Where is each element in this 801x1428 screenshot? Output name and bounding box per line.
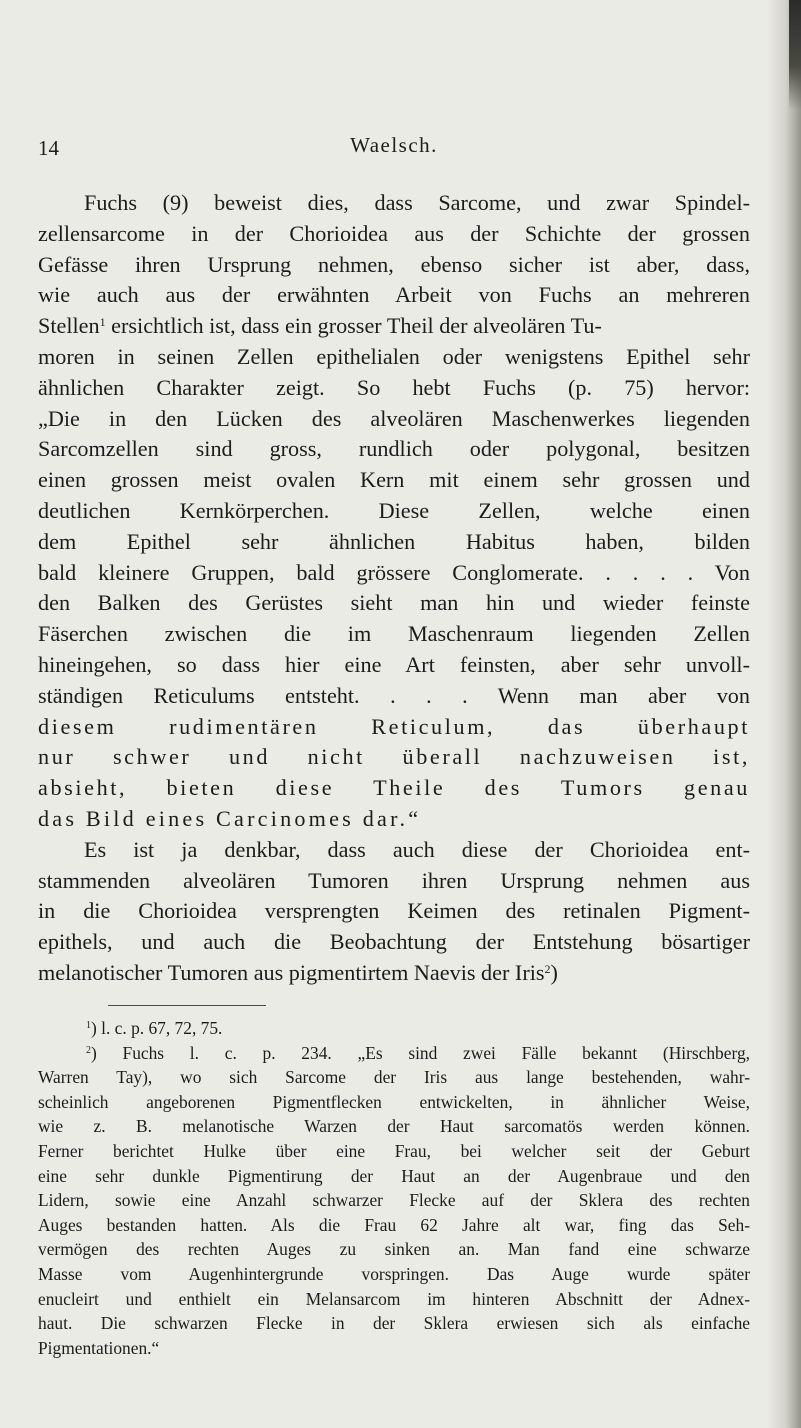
text-line: nur schwer und nicht überall nachzuweisen ist, [38,744,750,770]
footnote-line: Lidern, sowie eine Anzahl schwarzer Flecke auf der Sklera des rechten [38,1190,750,1211]
text-line: Es ist ja denkbar, dass auch diese der Chorioidea ent- [84,836,750,862]
footnote-line: wie z. B. melanotische Warzen der Haut sarcomatös werden können. [38,1116,750,1137]
footnote-line: Masse vom Augenhintergrunde vorspringen. Das Auge wurde später [38,1263,750,1284]
text-line: einen grossen meist ovalen Kern mit einem sehr grossen und [38,467,750,493]
page-edge-shadow [767,0,801,1428]
footnote-divider [108,1005,266,1006]
footnote-line: haut. Die schwarzen Flecke in der Sklera erwiesen sich als einfache [38,1313,750,1334]
footnote-ref-1: 1 [99,315,106,330]
text-line [38,958,750,989]
text-line: „Die in den Lücken des alveolären Maschenwerkes liegenden [38,405,750,431]
footnote-text: ) l. c. p. 67, 72, 75. [91,1018,223,1038]
footnote-line: scheinlich angeborenen Pigmentflecken entwickelten, in ähnlicher Weise, [38,1091,750,1112]
footnote-line: eine sehr dunkle Pigmentirung der Haut an der Augenbraue und den [38,1165,750,1186]
text-line: absieht, bieten diese Theile des Tumors genau [38,775,750,801]
footnote-text: ) Fuchs l. c. p. 234. „Es sind zwei Fälle bekannt (Hirschberg, [91,1042,750,1063]
text-line: Gefässe ihren Ursprung nehmen, ebenso sicher ist aber, dass, [38,251,750,277]
text-line: ständigen Reticulums entsteht. . . . Wenn man aber von [38,682,750,708]
text-line: epithels, und auch die Beobachtung der Entstehung bösartiger [38,929,750,955]
text-fragment: ersichtlich ist, dass ein grosser Theil der alveolären Tu- [105,313,602,339]
footnotes [38,1016,750,1360]
footnote-mark: 1 [86,1020,91,1031]
footnote-2 [38,1041,750,1066]
footnote-1 [38,1016,750,1041]
footnote-line: enucleirt und enthielt ein Melansarcom im hinteren Abschnitt der Adnex- [38,1288,750,1309]
text-line: deutlichen Kernkörperchen. Diese Zellen, welche einen [38,497,750,523]
text-line: hineingehen, so dass hier eine Art feinsten, aber sehr unvoll- [38,651,750,677]
text-line: ähnlichen Charakter zeigt. So hebt Fuchs (p. 75) hervor: [38,374,750,400]
text-line: das Bild eines Carcinomes dar.“ [38,805,422,831]
page-header [38,133,750,166]
text-fragment: ) [550,959,558,985]
text-line: bald kleinere Gruppen, bald grössere Conglomerate. . . . . Von [38,559,750,585]
footnote-line: vermögen des rechten Auges zu sinken an. Man fand eine schwarze [38,1239,750,1260]
text-fragment: Stellen [38,313,100,339]
page-number: 14 [38,136,59,160]
text-line: Sarcomzellen sind gross, rundlich oder polygonal, besitzen [38,436,750,462]
text-line: moren in seinen Zellen epithelialen oder wenigstens Epithel sehr [38,343,750,369]
footnote-line: Pigmentationen.“ [38,1337,160,1358]
footnote-line: Warren Tay), wo sich Sarcome der Iris aus lange bestehenden, wahr- [38,1067,750,1088]
page-edge-dark [789,0,801,110]
text-line [38,311,750,342]
footnote-line: Auges bestanden hatten. Als die Frau 62 Jahre alt war, fing das Seh- [38,1214,750,1235]
text-line: stammenden alveolären Tumoren ihren Ursprung nehmen aus [38,867,750,893]
text-line: den Balken des Gerüstes sieht man hin und wieder feinste [38,590,750,616]
main-text [38,188,750,989]
text-line: zellensarcome in der Chorioidea aus der Schichte der grossen [38,220,750,246]
footnote-mark: 2 [86,1044,91,1056]
footnote-line: Ferner berichtet Hulke über eine Frau, bei welcher seit der Geburt [38,1140,750,1161]
running-head: Waelsch. [350,133,438,157]
text-line: wie auch aus der erwähnten Arbeit von Fuchs an mehreren [38,282,750,308]
text-line: in die Chorioidea versprengten Keimen des retinalen Pigment- [38,898,750,924]
text-line: diesem rudimentären Reticulum, das überhaupt [38,713,750,739]
text-line: dem Epithel sehr ähnlichen Habitus haben, bilden [38,528,750,554]
footnote-ref-2: 2 [544,961,551,976]
text-fragment: melanotischer Tumoren aus pigmentirtem Naevis der Iris [38,959,545,985]
text-line: Fäserchen zwischen die im Maschenraum liegenden Zellen [38,621,750,647]
text-line: Fuchs (9) beweist dies, dass Sarcome, und zwar Spindel- [84,190,750,215]
